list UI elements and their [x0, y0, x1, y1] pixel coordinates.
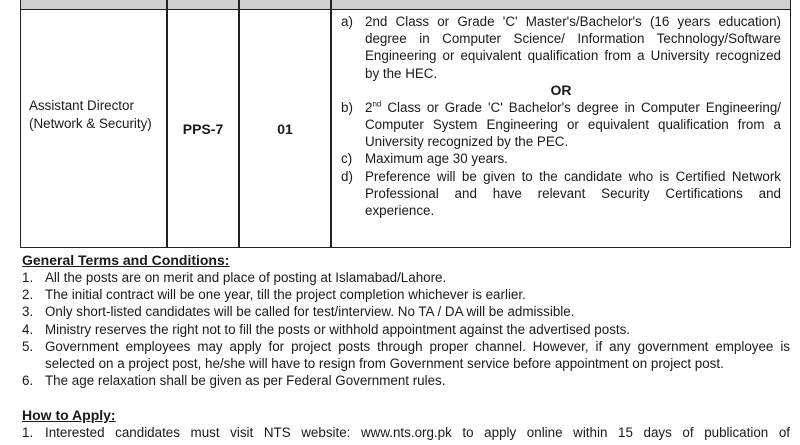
- post-cell: [21, 10, 167, 247]
- or-separator: OR: [550, 81, 572, 98]
- list-item: [22, 286, 790, 303]
- terms-section: [22, 252, 790, 389]
- qualification-label: d): [341, 168, 353, 184]
- list-item: [22, 303, 790, 320]
- item-text: All the posts are on merit and place of posting at Islamabad/Lahore.: [45, 270, 447, 285]
- apply-section: [22, 407, 790, 441]
- pay-grade: PPS-7: [182, 121, 224, 137]
- ordinal-number: 2: [365, 99, 373, 115]
- ordinal-suffix: nd: [372, 99, 382, 109]
- qualification-text: Maximum age 30 years.: [365, 151, 508, 167]
- qualification-item: [341, 168, 781, 220]
- item-number: 5.: [22, 338, 34, 354]
- qualification-label: a): [341, 14, 353, 29]
- item-number: 1.: [22, 425, 34, 440]
- qualification-text: [365, 99, 781, 151]
- qualification-label: b): [341, 99, 353, 115]
- list-item: [22, 424, 790, 441]
- posts-count: 01: [277, 121, 293, 137]
- item-text: Interested candidates must visit NTS website: www.nts.org.pk to apply online within 15 days of publication of: [45, 425, 790, 440]
- qualification-cell: [331, 10, 790, 247]
- list-item: [22, 269, 790, 286]
- qualification-item: [341, 13, 781, 82]
- terms-title: General Terms and Conditions:: [22, 252, 230, 268]
- item-text: Ministry reserves the right not to fill the posts or withhold appointment against the advertised posts.: [45, 321, 631, 337]
- grade-cell: [167, 10, 239, 247]
- posts-count-cell: [239, 10, 331, 247]
- item-text: The age relaxation shall be given as per Federal Government rules.: [45, 373, 446, 389]
- item-number: 2.: [22, 287, 34, 303]
- list-item: [22, 338, 790, 372]
- item-text: Only short-listed candidates will be called for test/interview. No TA / DA will be admissible.: [45, 304, 575, 320]
- item-number: 3.: [22, 304, 34, 320]
- qualification-label: c): [341, 151, 353, 167]
- item-number: 4.: [22, 321, 34, 337]
- item-text: Government employees may apply for project posts through proper channel. However, if any government employee is selected on a project post, he/she will have to resign from Government service before appointment on project post.: [45, 338, 790, 372]
- qualification-text-body: Class or Grade 'C' Bachelor's degree in Computer Engineering/ Computer System Engineering or equivalent qualification from a University recognized by the PEC.: [365, 99, 781, 150]
- item-number: 6.: [22, 373, 34, 389]
- apply-title: How to Apply:: [22, 407, 116, 423]
- post-title: Assistant Director (Network & Security): [29, 98, 152, 131]
- list-item: [22, 372, 790, 389]
- qualification-item: [341, 99, 781, 151]
- table-header-strip: [21, 0, 790, 10]
- item-number: 1.: [22, 270, 34, 285]
- qualification-list: [341, 13, 781, 219]
- qualification-text: Preference will be given to the candidate who is Certified Network Professional and have relevant Security Certifications and experience.: [365, 168, 781, 219]
- job-table: [20, 0, 791, 248]
- list-item: [22, 321, 790, 338]
- qualification-text: 2nd Class or Grade 'C' Master's/Bachelor's (16 years education) degree in Computer Science/ Information Technology/Software Engineering or equivalent qualification from a University recognized by the HEC.: [365, 14, 781, 81]
- qualification-item: [341, 150, 781, 167]
- item-text: The initial contract will be one year, till the project completion whichever is earlier.: [45, 287, 526, 303]
